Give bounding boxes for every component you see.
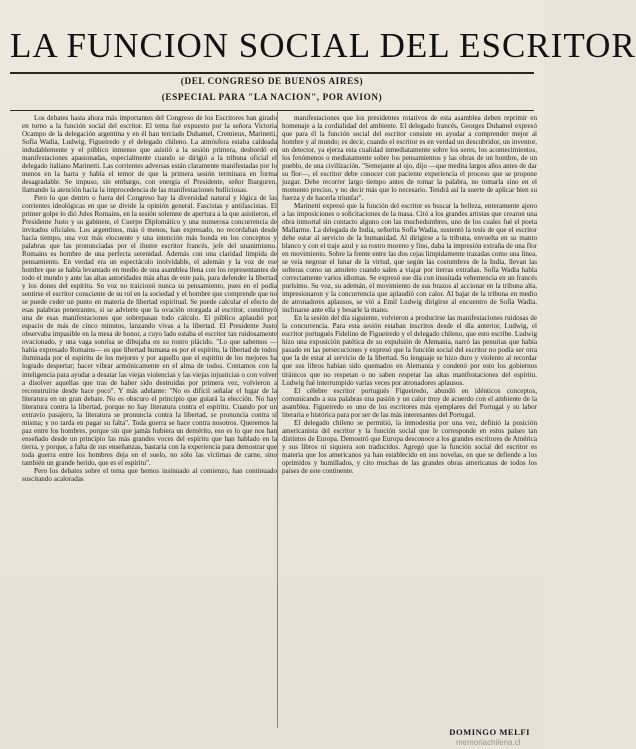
- author-byline: DOMINGO MELFI: [449, 727, 530, 737]
- paragraph: Los debates hasta ahora más importantes del Congreso de los Escritores han girado en torno a la función social del escritor. El tema fué expuesto por la señora Victoria Ocampo de la delegación argentina y en él han terciado Duhamel, Cremieux, Marinetti, Sofía Wadia, Ludwig, Figueiredo y el delegado chileno. La atmósfera estaba caldeada indudablemente y el público inmenso que asistió a la sesión primera, desbordó en manifestaciones apasionadas, especialmente cuando se dirigió a la tribuna oficial el delegado italiano Marinetti. Las corrientes adversas están claramente manifestadas por lo menos en la barra y había el temor de que la primera sesión terminara en forma desagradable. Se impuso, sin embargo, con energía el Presidente, señor Ibarguren, llamando la atención hacia la improcedencia de las manifestaciones bulliciosas.: [22, 114, 277, 195]
- paragraph: Marinetti expresó que la función del escritor es buscar la belleza, enteramente ajeno a las imposiciones o solicitaciones de la masa. Citó a los grandes artistas que crearon una obra inmortal sin contacto alguno con las muchedumbres, uno de los cuales fué el poeta Mallarme. La delegada de India, señorita Sofía Wadia, sustentó la tesis de que el escritor debe estar al servicio de la humanidad. Al dirigirse a la tribuna, envuelta en su manto blanco y con el traje azul y su rostro moreno y fino, daba la impresión extraña de una flor en movimiento. Sobre la frente entre las dos cejas limpidamente trazadas como una línea, se veía negrear el lunar de la virtud, que según las costumbres de la India, llevan las solteras como un amuleto cuando salen a viajar por tierras extrañas. Sofía Wadia habla correctamente varios idiomas. Se expresó ese día con inusitada vehemencia en un francés purísimo. Su voz, su ademán, el movimiento de sus brazos al accionar en la tribuna alta, impresionaron y la concurrencia que aplaudió con calor. Al bajar de la tribuna en medio de atronadores aplausos, se vió a Emil Ludwig dirigirse al encuentro de Sofía Wadia, inclinarse ante ella y besarle la mano.: [282, 202, 537, 315]
- source-watermark: memoriachilena.cl: [456, 738, 521, 747]
- title-rule: [10, 72, 534, 74]
- paragraph: El célebre escritor portugués Figueiredo, abundó en idénticos conceptos, comunicando a sus palabras una pasión y un calor muy de acuerdo con el ambiente de la asamblea. Figueiredo es uno de los escritores más ejemplares del Portugal y su labor literaria e histórica para por ser de las más interesantes del Portugal.: [282, 386, 537, 419]
- article-subtitle: (DEL CONGRESO DE BUENOS AIRES): [180, 76, 364, 86]
- header-rule: [10, 110, 534, 111]
- article-title: LA FUNCION SOCIAL DEL ESCRITOR: [10, 26, 636, 65]
- paragraph: Pero lo que dentro o fuera del Congreso hay la diversidad natural y lógica de las corrientes ideológicas en que se divide la opinión general. Fascistas y antifascistas. El primer golpe lo dió Jules Romains, en la sesión solemne de apertura a la que asistieron, el Presidente Justo y su gabinete, el Cuerpo Diplomático y una numerosa concurrencia de invitados oficiales. Los argentinos, más ó menos, han expresado, no recordaban desde hacía tiempo, una voz más elocuente y una intención más honda en los conceptos y palabras que las pronunciadas por el ilustre escritor francés, jefe del unanimismo. Romains es hombre de una perfecta serenidad. Además con una claridad limpida de pensamiento. En verdad era un espectáculo inolvidable, el ademán y la voz de ese hombre que se había levantado en medio de una asamblea llena con los representantes de todo el mundo y ante las altas autoridades más altas de este país, para defender la libertad y los dones del espíritu. Su voz no traicionó nunca su pensamiento, pues en el podía sentirse el escritor consciente de su rol en la sociedad y el hombre que comprende que no se puede ceder un punto en materia de libertad espiritual. Se puede calcular el efecto de esas palabras penetrantes, si se advierte que la ovación otorgada al escritor, constituyó una de esas manifestaciones que sobrepasan todo cálculo. El público aplaudió por espacio de más de cinco minutos, lanzando vivas a la libertad. El Presidente Justo observaba impasible en la mesa de honor, a cuyo lado estaba el escritor tan ruidosamente ovacionado, y una vaga sonrisa se dibujaba en su rostro plácido. "Lo que sabemos —había expresado Romains— es que libertad humana es por el espíritu, la libertad de todos iluminada por el espíritu de los mejores y por aquello que el espíritu de los mejores ha logrado despertar; hacer vibrar armónicamente en el alma de todos. Contamos con la inteligencia para ayudar a desatar las viejas violencias y las viejas injusticias o con volver a disolver aquellas que tras de haber sido destruidas por primera vez, volvieron a reconstruirse desde hace poco". Y más adelante: "No es difícil señalar el lugar de la literatura en un gran debate. No es obscuro el principio que guiará la elección. No hay literatura contra la libertad, porque no hay literatura contra el espíritu. Cuando por un extravío pasajero, la literatura se pronuncia contra la libertad, se pronuncia contra sí misma; y no tarda en pagar su falta". Toda guerra se hace contra nosotros. Queremos la paz entre los hombres, porque sin que jamás hubiera un demérito, eso es lo que nos han enseñado desde un principio las más grandes voces del espíritu que han hablado en la tierra, y porque, a falta de sus enseñanzas, bastaría con la experiencia para demostrar que toda guerra entre los hombres deja en el suelo, no sólo las víctimas de carne, sino también un grande herido, que es el espíritu".: [22, 194, 277, 467]
- column-divider: [277, 112, 278, 728]
- paragraph: manifestaciones que los presidentes rotativos de esta asamblea deben reprimir en homenaje a la cordialidad del ambiente. El delegado francés, Georges Duhamel expresó que para él la función social del escritor consiste en ayudar a comprender mejor al hombre y al mundo; es decir, cuando el escritor es en verdad un descubridor, un inventor, un detector, ya ejerza esta cualidad inmediatamente sobre los seres, los acontecimientos, los fenómenos o mediatamente sobre los pensamientos y las obras de un hombre, de un pueblo, de una civilización. "Semejante al ojo, dijo —que medita largos años antes de dar su flor—, el escritor debe conocer con paciente experiencia el proceso que se propone juzgar. Debe recorrer largo tiempo antes de tomar la palabra, no tomarla sino en el momento preciso, y no decir más que lo necesario. Tendrá así la suerte de aplicar bien su fuerza y de hacerla triunfar".: [282, 114, 537, 203]
- paragraph: Pero los debates sobre el tema que hemos insinuado al comienzo, han continuado suscitando acaloradas: [22, 466, 277, 483]
- paragraph: El delegado chileno se permitió, la inmodestia por una vez, definió la posición americanista del escritor y la función social que le corresponde en estos países tan distintos de Europa. Demostró que Europa desconoce a los grandes escritores de América y sus libros ni siquiera son traducidos. Agregó que la función social del escritor es materia que los americanos ya han establecido en sus novelas, en que se defiende a los oprimidos y humillados, y cito muchas de las grandes obras americanas de todos los países de este continente.: [282, 418, 537, 475]
- right-column: [282, 114, 537, 726]
- left-column: [22, 114, 277, 726]
- paragraph: En la sesión del día siguiente, volvieron a producirse las manifestaciones ruidosas de la concurrencia. Para esta sesión estaban inscritos desde el día anterior, Ludwig, el escritor portugués Fidelino de Figueiredo y el delegado chileno, que esto escribe. Ludwig hizo una exposición patética de su expulsión de Alemania, narró las penurias que había pasado en las persecuciones y expresó que la función social del escritor no podía ser otra que la de estar al servicio de la libertad. Su lenguaje se hizo duro y violento al recordar que sus libros habían sido quemados en Alemania y condenó por esto los gobiernos tiránicos que no respetan o no saben respetar las altas manifestaciones del espíritu. Ludwig fué interrumpido varias veces por atronadores aplausos.: [282, 314, 537, 387]
- article-dateline: (ESPECIAL PARA "LA NACION", POR AVION): [161, 92, 383, 102]
